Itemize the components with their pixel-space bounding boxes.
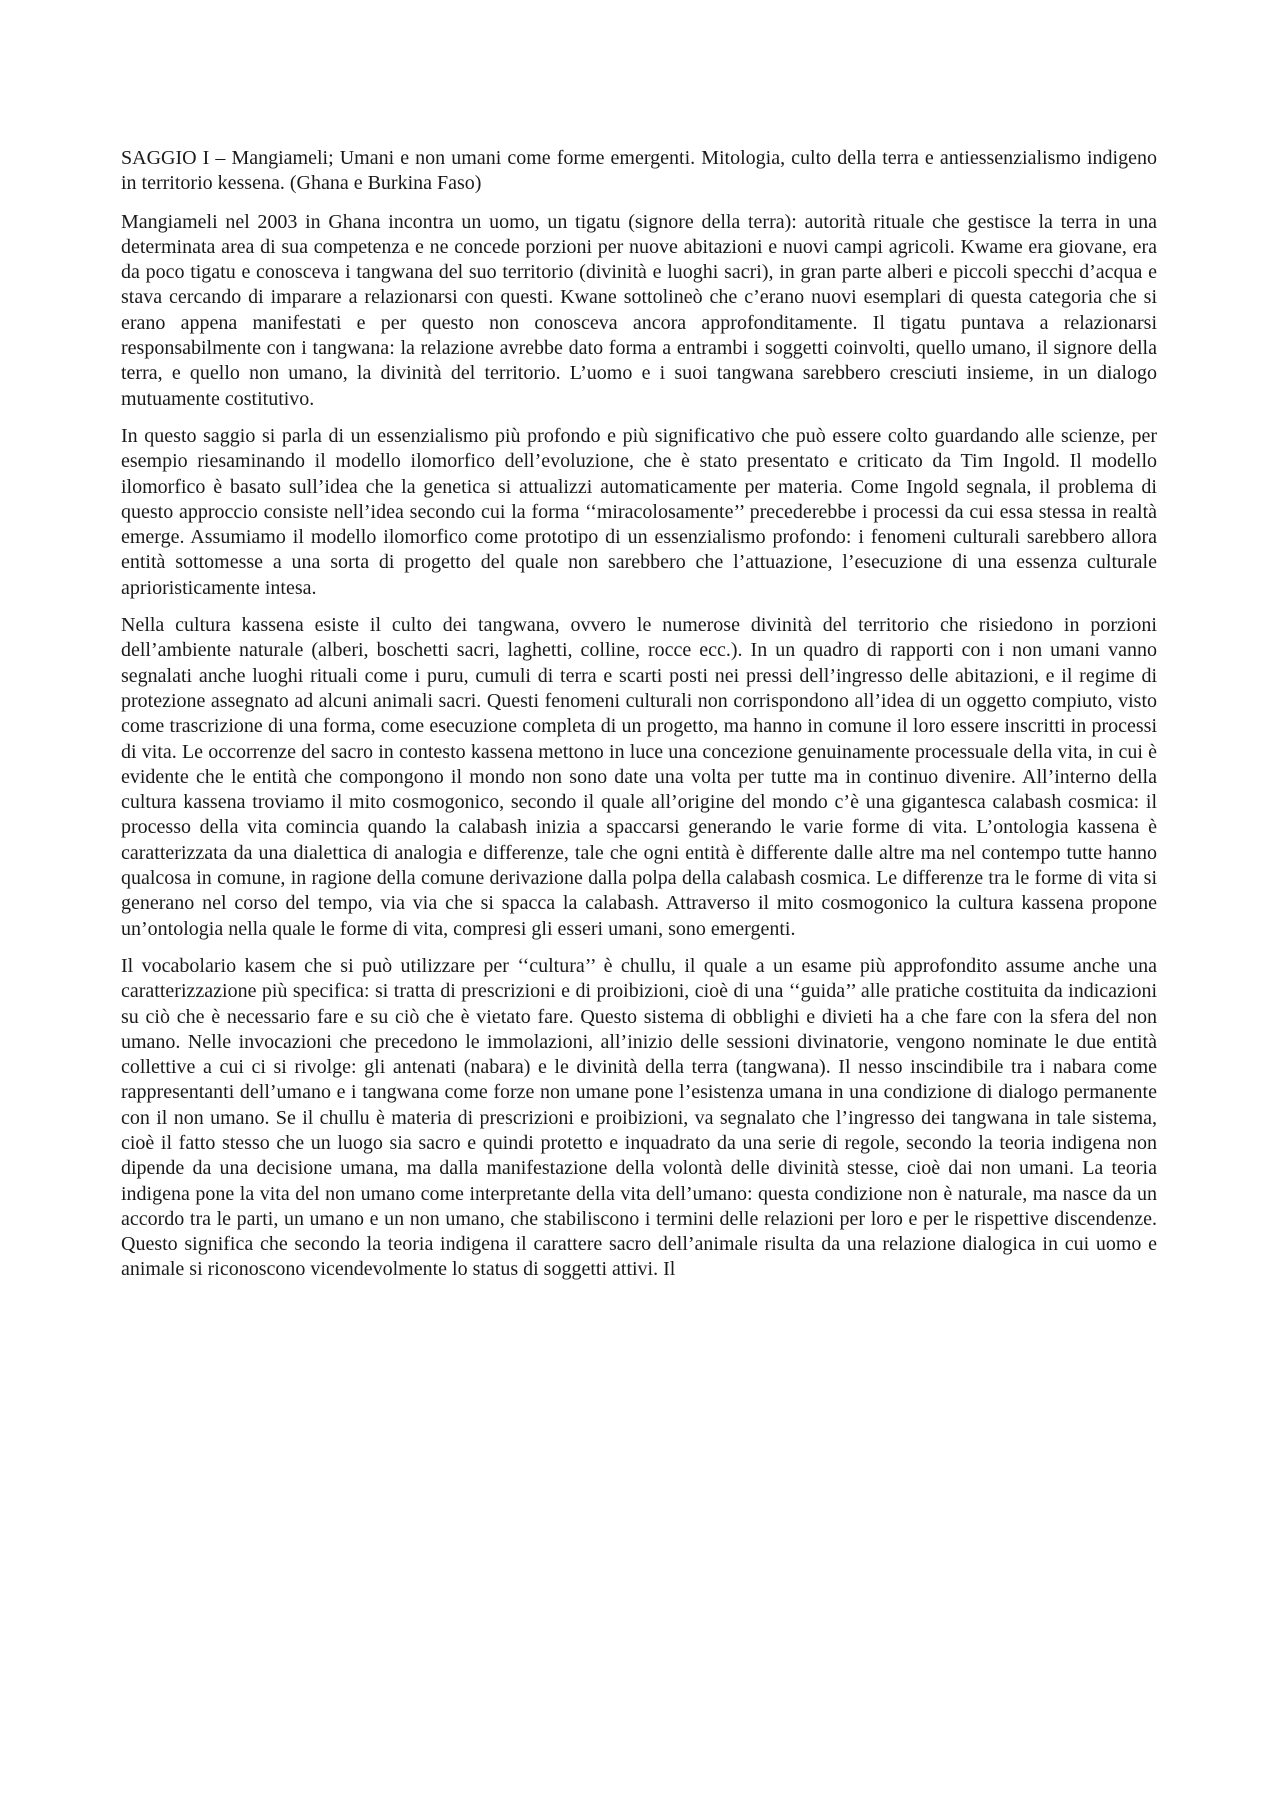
document-title: SAGGIO I – Mangiameli; Umani e non umani come forme emergenti. Mitologia, culto della terra e antiessenzialismo indigeno in territorio kessena. (Ghana e Burkina Faso) [121,147,1157,195]
paragraph-1: Mangiameli nel 2003 in Ghana incontra un uomo, un tigatu (signore della terra): autorità rituale che gestisce la terra in una determinata area di sua competenza e ne concede porzioni per nuove abitazioni e nuovi campi agricoli. Kwame era giovane, era da poco tigatu e conosceva i tangwana del suo territorio (divinità e luoghi sacri), in gran parte alberi e piccoli specchi d’acqua e stava cercando di imparare a relazionarsi con questi. Kwane sottolineò che c’erano nuovi esemplari di questa categoria che si erano appena manifestati e per questo non conosceva ancora approfonditamente. Il tigatu puntava a relazionarsi responsabilmente con i tangwana: la relazione avrebbe dato forma a entrambi i soggetti coinvolti, quello umano, il signore della terra, e quello non umano, la divinità del territorio. L’uomo e i suoi tangwana sarebbero cresciuti insieme, in un dialogo mutuamente costitutivo. [121,210,1157,410]
paragraph-2: In questo saggio si parla di un essenzialismo più profondo e più significativo che può essere colto guardando alle scienze, per esempio riesaminando il modello ilomorfico dell’evoluzione, che è stato presentato e criticato da Tim Ingold. Il modello ilomorfico è basato sull’idea che la genetica si attualizzi automaticamente per materia. Come Ingold segnala, il problema di questo approccio consiste nell’idea secondo cui la forma ‘‘miracolosamente’’ precederebbe i processi da cui essa stessa in realtà emerge. Assumiamo il modello ilomorfico come prototipo di un essenzialismo profondo: i fenomeni culturali sarebbero allora entità sottomesse a una sorta di progetto del quale non sarebbero che l’attuazione, l’esecuzione di una essenza culturale aprioristicamente intesa. [121,424,1157,599]
document-page [121,146,1157,1295]
paragraph-4: Il vocabolario kasem che si può utilizzare per ‘‘cultura’’ è chullu, il quale a un esame più approfondito assume anche una caratterizzazione più specifica: si tratta di prescrizioni e di proibizioni, cioè di una ‘‘guida’’ alle pratiche costituita da indicazioni su ciò che è necessario fare e su ciò che è vietato fare. Questo sistema di obblighi e divieti ha a che fare con la sfera del non umano. Nelle invocazioni che precedono le immolazioni, all’inizio delle sessioni divinatorie, vengono nominate le due entità collettive a cui ci si rivolge: gli antenati (nabara) e le divinità della terra (tangwana). Il nesso inscindibile tra i nabara come rappresentanti dell’umano e i tangwana come forze non umane pone l’esistenza umana in una condizione di dialogo permanente con il non umano. Se il chullu è materia di prescrizioni e proibizioni, va segnalato che l’ingresso dei tangwana in tale sistema, cioè il fatto stesso che un luogo sia sacro e quindi protetto e inquadrato da una serie di regole, secondo la teoria indigena non dipende da una decisione umana, ma dalla manifestazione della volontà delle divinità stesse, cioè dai non umani. La teoria indigena pone la vita del non umano come interpretante della vita dell’umano: questa condizione non è naturale, ma nasce da un accordo tra le parti, un umano e un non umano, che stabiliscono i termini delle relazioni per loro e per le rispettive discendenze. Questo significa che secondo la teoria indigena il carattere sacro dell’animale risulta da una relazione dialogica in cui uomo e animale si riconoscono vicendevolmente lo status di soggetti attivi. Il [121,954,1157,1281]
paragraph-3: Nella cultura kassena esiste il culto dei tangwana, ovvero le numerose divinità del territorio che risiedono in porzioni dell’ambiente naturale (alberi, boschetti sacri, laghetti, colline, rocce ecc.). In un quadro di rapporti con i non umani vanno segnalati anche luoghi rituali come i puru, cumuli di terra e scarti posti nei pressi dell’ingresso delle abitazioni, e il regime di protezione assegnato ad alcuni animali sacri. Questi fenomeni culturali non corrispondono all’idea di un oggetto compiuto, visto come trascrizione di una forma, come esecuzione completa di un progetto, ma hanno in comune il loro essere inscritti in processi di vita. Le occorrenze del sacro in contesto kassena mettono in luce una concezione genuinamente processuale della vita, in cui è evidente che le entità che compongono il mondo non sono date una volta per tutte ma in continuo divenire. All’interno della cultura kassena troviamo il mito cosmogonico, secondo il quale all’origine del mondo c’è una gigantesca calabash cosmica: il processo della vita comincia quando la calabash inizia a spaccarsi generando le varie forme di vita. L’ontologia kassena è caratterizzata da una dialettica di analogia e differenze, tale che ogni entità è differente dalle altre ma nel contempo tutte hanno qualcosa in comune, in ragione della comune derivazione dalla polpa della calabash cosmica. Le differenze tra le forme di vita si generano nel corso del tempo, via via che si spacca la calabash. Attraverso il mito cosmogonico la cultura kassena propone un’ontologia nella quale le forme di vita, compresi gli esseri umani, sono emergenti. [121,614,1157,940]
